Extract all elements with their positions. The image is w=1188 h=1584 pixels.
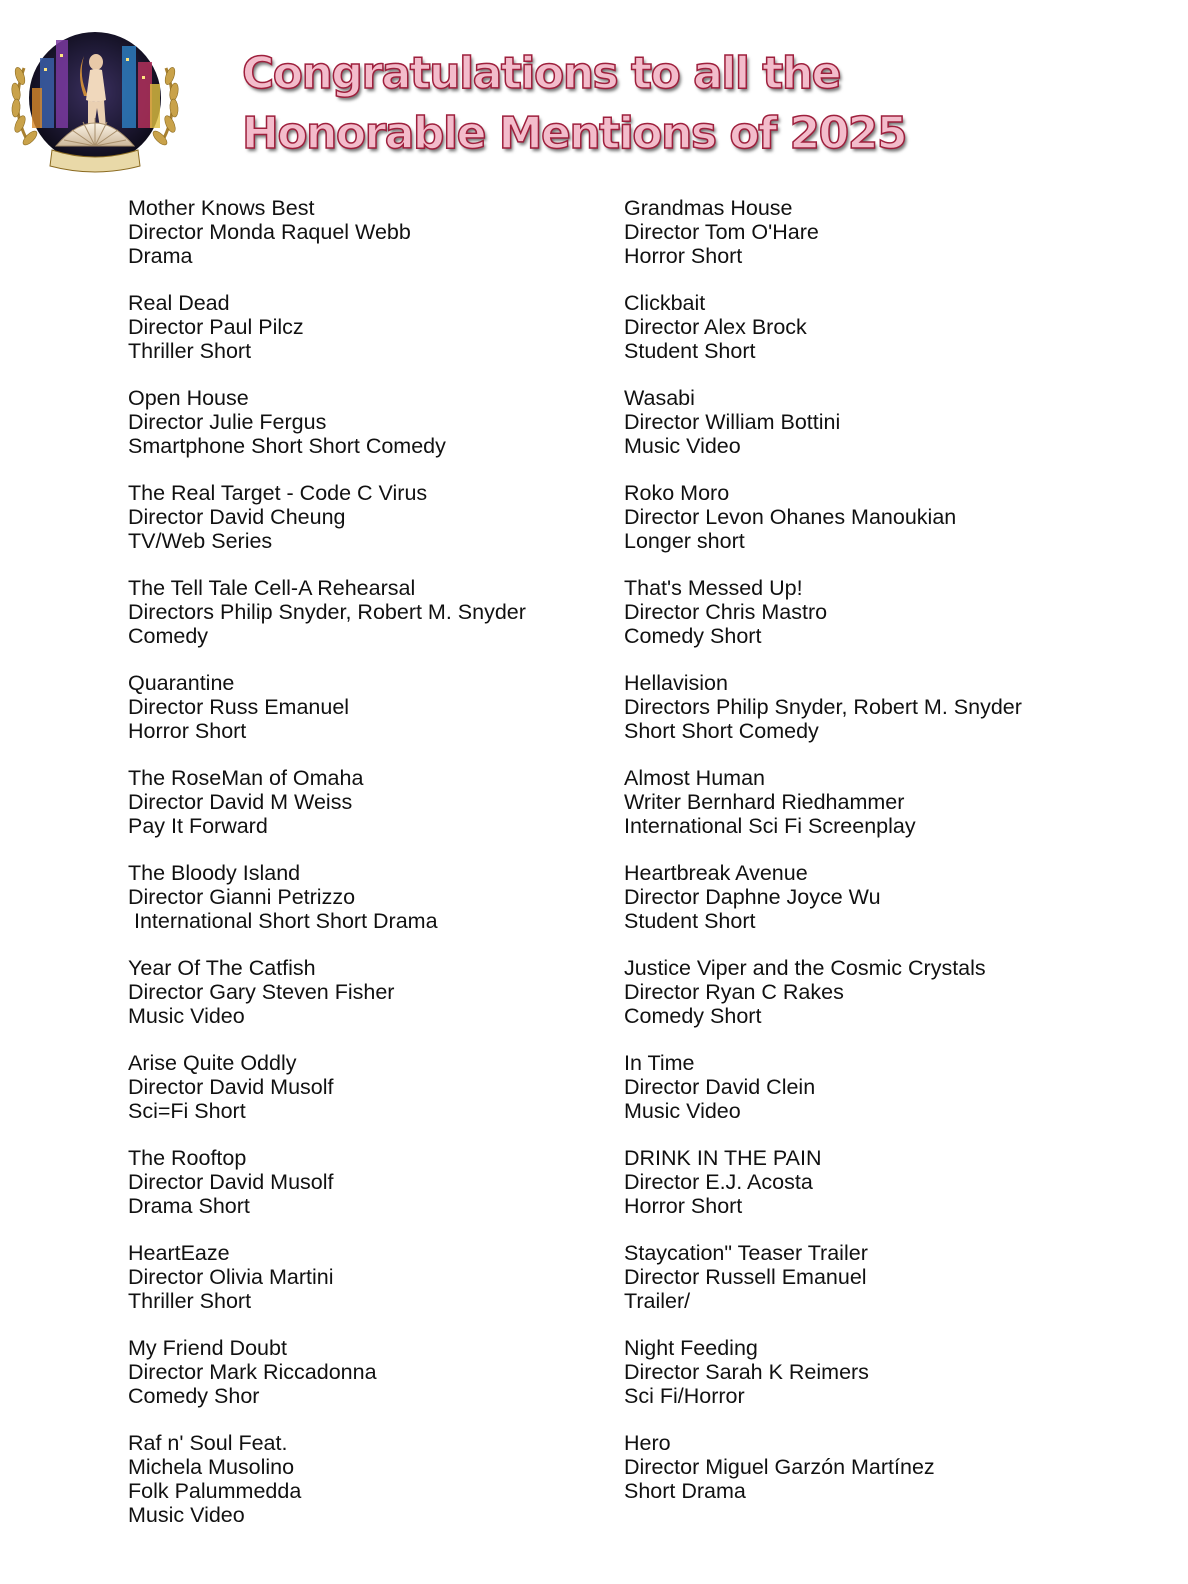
film-category: Pay It Forward bbox=[128, 814, 268, 838]
film-title: Heartbreak Avenue bbox=[624, 861, 808, 885]
film-credit: Director Sarah K Reimers bbox=[624, 1360, 869, 1384]
film-title: Almost Human bbox=[624, 766, 765, 790]
film-title: Roko Moro bbox=[624, 481, 730, 505]
list-item bbox=[624, 196, 1164, 268]
list-item bbox=[128, 1336, 598, 1408]
list-item bbox=[128, 196, 598, 268]
film-category: Horror Short bbox=[128, 719, 247, 743]
film-category: International Short Short Drama bbox=[134, 909, 438, 933]
list-item bbox=[624, 576, 1164, 648]
list-item bbox=[128, 956, 598, 1028]
list-item bbox=[624, 386, 1164, 458]
film-category: Trailer/ bbox=[624, 1289, 691, 1313]
film-credit: Director Russell Emanuel bbox=[624, 1265, 867, 1289]
film-category: Short Short Comedy bbox=[624, 719, 819, 743]
list-item bbox=[624, 291, 1164, 363]
film-category: TV/Web Series bbox=[128, 529, 273, 553]
film-credit: Director David M Weiss bbox=[128, 790, 353, 814]
film-credit: Director Levon Ohanes Manoukian bbox=[624, 505, 957, 529]
list-item bbox=[128, 386, 598, 458]
film-title: My Friend Doubt bbox=[128, 1336, 287, 1360]
film-category: Comedy Shor bbox=[128, 1384, 260, 1408]
film-title: Open House bbox=[128, 386, 249, 410]
film-category: Horror Short bbox=[624, 244, 743, 268]
film-title: Quarantine bbox=[128, 671, 235, 695]
list-item bbox=[128, 1431, 598, 1527]
honorable-mentions-left-column bbox=[128, 196, 598, 1550]
film-category: Longer short bbox=[624, 529, 745, 553]
list-item bbox=[128, 1241, 598, 1313]
film-credit: Director Russ Emanuel bbox=[128, 695, 350, 719]
film-title: Wasabi bbox=[624, 386, 695, 410]
list-item bbox=[624, 861, 1164, 933]
film-credit: Director David Musolf bbox=[128, 1075, 334, 1099]
film-title: Night Feeding bbox=[624, 1336, 758, 1360]
film-category: International Sci Fi Screenplay bbox=[624, 814, 916, 838]
film-category: Thriller Short bbox=[128, 1289, 252, 1313]
list-item bbox=[624, 1336, 1164, 1408]
list-item bbox=[624, 1241, 1164, 1313]
film-credit: Director Paul Pilcz bbox=[128, 315, 304, 339]
film-credit: Director Chris Mastro bbox=[624, 600, 828, 624]
film-credit: Directors Philip Snyder, Robert M. Snyder bbox=[128, 600, 526, 624]
film-category: Student Short bbox=[624, 909, 756, 933]
list-item bbox=[624, 956, 1164, 1028]
film-title: DRINK IN THE PAIN bbox=[624, 1146, 822, 1170]
list-item bbox=[624, 1051, 1164, 1123]
film-category: Sci Fi/Horror bbox=[624, 1384, 745, 1408]
film-credit: Director Tom O'Hare bbox=[624, 220, 819, 244]
film-title: In Time bbox=[624, 1051, 695, 1075]
film-title: Grandmas House bbox=[624, 196, 793, 220]
film-title: Arise Quite Oddly bbox=[128, 1051, 297, 1075]
film-title: The RoseMan of Omaha bbox=[128, 766, 364, 790]
film-credit: Director Miguel Garzón Martínez bbox=[624, 1455, 935, 1479]
festival-logo bbox=[4, 28, 186, 178]
list-item bbox=[128, 671, 598, 743]
film-credit: Director Monda Raquel Webb bbox=[128, 220, 411, 244]
film-title: Hellavision bbox=[624, 671, 728, 695]
film-title: The Tell Tale Cell-A Rehearsal bbox=[128, 576, 416, 600]
film-credit: Directors Philip Snyder, Robert M. Snyder bbox=[624, 695, 1022, 719]
film-category: Horror Short bbox=[624, 1194, 743, 1218]
film-credit: Director Gianni Petrizzo bbox=[128, 885, 356, 909]
film-category: Drama bbox=[128, 244, 193, 268]
film-credit: Director David Cheung bbox=[128, 505, 346, 529]
film-credit: Michela Musolino bbox=[128, 1455, 295, 1479]
film-title: Mother Knows Best bbox=[128, 196, 315, 220]
list-item bbox=[624, 1431, 1164, 1503]
list-item bbox=[624, 1146, 1164, 1218]
title-line-1: Congratulations to all the bbox=[242, 48, 840, 99]
film-title: Justice Viper and the Cosmic Crystals bbox=[624, 956, 986, 980]
film-title: Hero bbox=[624, 1431, 671, 1455]
film-category: Music Video bbox=[624, 434, 741, 458]
film-category: Music Video bbox=[128, 1503, 245, 1527]
film-category: Thriller Short bbox=[128, 339, 252, 363]
film-category: Sci=Fi Short bbox=[128, 1099, 246, 1123]
film-title: Staycation" Teaser Trailer bbox=[624, 1241, 868, 1265]
list-item bbox=[128, 481, 598, 553]
film-credit: Director William Bottini bbox=[624, 410, 841, 434]
film-category: Comedy Short bbox=[624, 624, 762, 648]
page-title bbox=[242, 44, 906, 164]
title-line-2: Honorable Mentions of 2025 bbox=[242, 108, 907, 159]
list-item bbox=[128, 1146, 598, 1218]
film-title: The Rooftop bbox=[128, 1146, 247, 1170]
list-item bbox=[624, 481, 1164, 553]
list-item bbox=[128, 1051, 598, 1123]
film-category: Comedy Short bbox=[624, 1004, 762, 1028]
film-credit: Director Daphne Joyce Wu bbox=[624, 885, 881, 909]
list-item bbox=[128, 766, 598, 838]
film-credit: Director David Musolf bbox=[128, 1170, 334, 1194]
honorable-mentions-right-column bbox=[624, 196, 1164, 1526]
film-title: Raf n' Soul Feat. bbox=[128, 1431, 288, 1455]
film-title: Clickbait bbox=[624, 291, 706, 315]
film-credit: Director Olivia Martini bbox=[128, 1265, 334, 1289]
film-title: The Real Target - Code C Virus bbox=[128, 481, 428, 505]
list-item bbox=[624, 671, 1164, 743]
list-item bbox=[128, 576, 598, 648]
film-category: Short Drama bbox=[624, 1479, 746, 1503]
film-title: The Bloody Island bbox=[128, 861, 301, 885]
film-category: Music Video bbox=[128, 1004, 245, 1028]
film-credit: Director E.J. Acosta bbox=[624, 1170, 813, 1194]
film-credit: Director Julie Fergus bbox=[128, 410, 327, 434]
film-category: Drama Short bbox=[128, 1194, 250, 1218]
film-category: Student Short bbox=[624, 339, 756, 363]
film-title: HeartEaze bbox=[128, 1241, 230, 1265]
list-item bbox=[128, 291, 598, 363]
venus-on-broadway-laurel-emblem-icon bbox=[4, 28, 186, 178]
film-category: Music Video bbox=[624, 1099, 741, 1123]
film-credit: Director Ryan C Rakes bbox=[624, 980, 844, 1004]
list-item bbox=[624, 766, 1164, 838]
film-credit: Director Alex Brock bbox=[624, 315, 807, 339]
film-category: Smartphone Short Short Comedy bbox=[128, 434, 446, 458]
film-credit: Writer Bernhard Riedhammer bbox=[624, 790, 905, 814]
film-credit: Director Gary Steven Fisher bbox=[128, 980, 395, 1004]
film-title: Real Dead bbox=[128, 291, 230, 315]
film-title: Year Of The Catfish bbox=[128, 956, 316, 980]
film-credit-secondary: Folk Palummedda bbox=[128, 1479, 302, 1503]
film-category: Comedy bbox=[128, 624, 209, 648]
film-title: That's Messed Up! bbox=[624, 576, 803, 600]
list-item bbox=[128, 861, 598, 933]
film-credit: Director Mark Riccadonna bbox=[128, 1360, 377, 1384]
film-credit: Director David Clein bbox=[624, 1075, 816, 1099]
